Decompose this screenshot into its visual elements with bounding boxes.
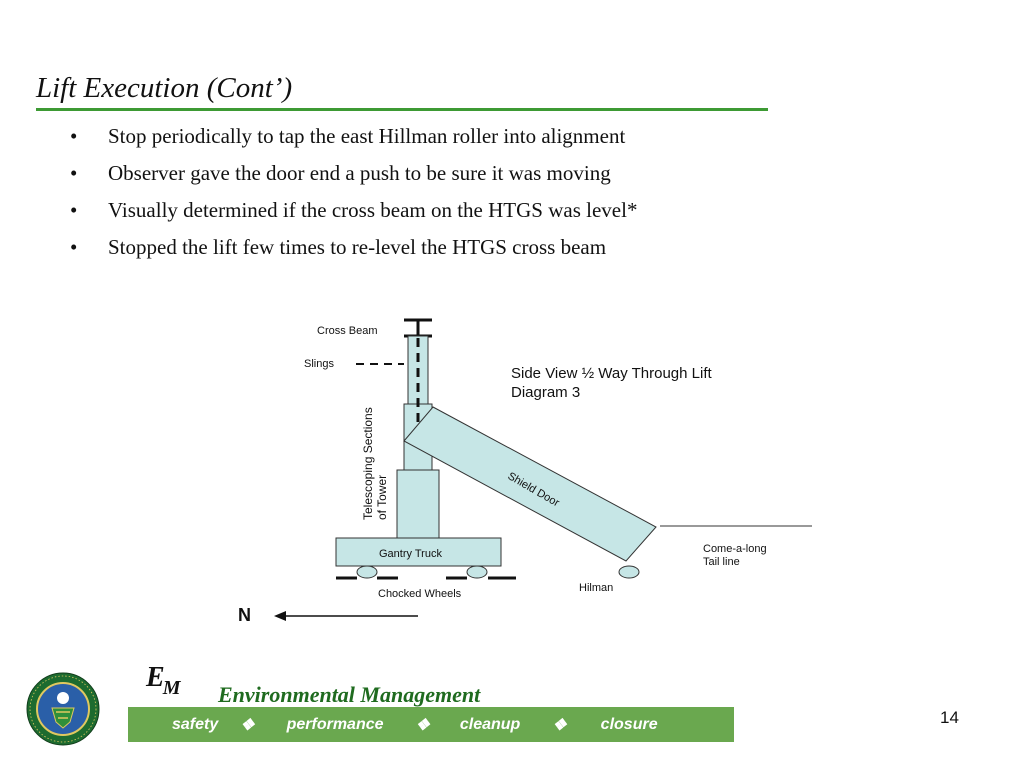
tagline-separator: ❖ (415, 716, 430, 734)
doe-seal-logo (26, 672, 100, 746)
diagram-title-line2: Diagram 3 (511, 384, 581, 401)
bullet-dot: • (70, 124, 78, 148)
tower-label-line2: of Tower (375, 474, 389, 520)
tagline-cleanup: cleanup (459, 715, 521, 733)
wheel (357, 566, 377, 578)
chocked-wheels-label: Chocked Wheels (378, 588, 462, 600)
bullet-dot: • (70, 161, 78, 185)
em-logo (146, 662, 182, 699)
em-logo-e: E (146, 662, 165, 693)
bullet-text: Stop periodically to tap the east Hillman roller into alignment (108, 124, 626, 148)
wheel (467, 566, 487, 578)
shield-door-label: Shield Door (505, 470, 562, 510)
tagline-safety: safety (172, 715, 219, 733)
tagline-separator: ❖ (552, 716, 567, 734)
tagline-closure: closure (600, 715, 658, 733)
tower-label-line1: Telescoping Sections (361, 407, 375, 520)
north-label: N (238, 605, 251, 625)
bullet-text: Stopped the lift few times to re-level the HTGS cross beam (108, 235, 607, 259)
diagram-title-line1: Side View ½ Way Through Lift (511, 365, 712, 382)
cross-beam-label: Cross Beam (317, 325, 378, 337)
em-logo-m: M (162, 677, 181, 699)
page-number: 14 (940, 708, 959, 727)
slide-title: Lift Execution (Cont’) (36, 72, 293, 104)
slings-label: Slings (304, 358, 334, 370)
bullet-text: Observer gave the door end a push to be sure it was moving (108, 161, 611, 185)
tail-line-label-2: Tail line (703, 556, 740, 568)
hilman-label: Hilman (579, 582, 614, 594)
hilman-roller (619, 566, 639, 578)
footer-tagline-bar (128, 707, 734, 742)
tagline-performance: performance (286, 715, 384, 733)
north-arrow-head-icon (274, 611, 286, 621)
bullet-dot: • (70, 235, 78, 259)
tail-line-label-1: Come-a-long (703, 543, 767, 555)
org-name: Environmental Management (218, 682, 481, 707)
bullet-text: Visually determined if the cross beam on the HTGS was level* (108, 198, 638, 222)
bullet-dot: • (70, 198, 78, 222)
gantry-truck-label: Gantry Truck (379, 548, 442, 560)
tagline-separator: ❖ (240, 716, 255, 734)
tower-lower-section (397, 470, 439, 538)
